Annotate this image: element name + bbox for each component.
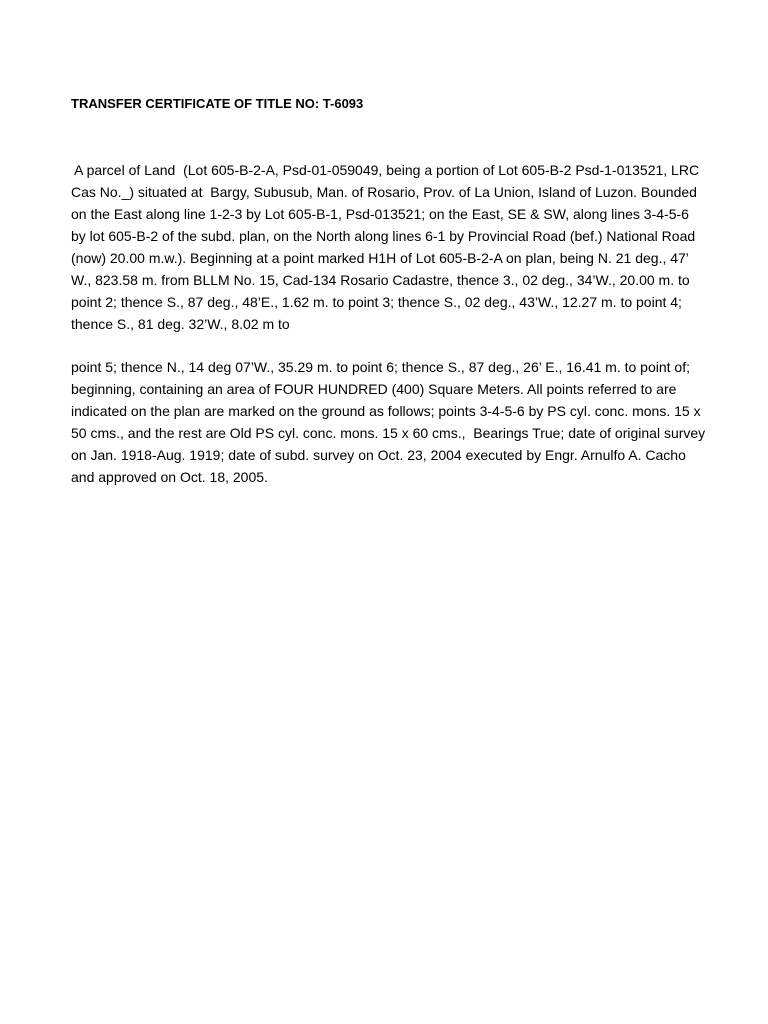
text-line: 50 cms., and the rest are Old PS cyl. conc. mons. 15 x 60 cms., Bearings True; date of original survey <box>71 425 706 441</box>
text-line: on the East along line 1-2-3 by Lot 605-B-1, Psd-013521; on the East, SE & SW, along lines 3-4-5-6 <box>71 206 689 222</box>
text-line: by lot 605-B-2 of the subd. plan, on the North along lines 6-1 by Provincial Road (bef.) National Road <box>71 228 696 244</box>
text-line: A parcel of Land (Lot 605-B-2-A, Psd-01-059049, being a portion of Lot 605-B-2 Psd-1-013521, LRC <box>71 162 700 178</box>
paragraph-2 <box>71 356 711 488</box>
text-line: beginning, containing an area of FOUR HUNDRED (400) Square Meters. All points referred to are <box>71 381 677 397</box>
text-line: point 2; thence S., 87 deg., 48’E., 1.62 m. to point 3; thence S., 02 deg., 43’W., 12.27 m. to point 4; <box>71 294 682 310</box>
text-line: (now) 20.00 m.w.). Beginning at a point marked H1H of Lot 605-B-2-A on plan, being N. 21 deg., 47’ <box>71 250 689 266</box>
text-line: indicated on the plan are marked on the ground as follows; points 3-4-5-6 by PS cyl. conc. mons. 15 x <box>71 403 701 419</box>
text-line: on Jan. 1918-Aug. 1919; date of subd. survey on Oct. 23, 2004 executed by Engr. Arnulfo A. Cacho <box>71 447 686 463</box>
paragraph-1 <box>71 159 711 335</box>
text-line: Cas No._) situated at Bargy, Subusub, Man. of Rosario, Prov. of La Union, Island of Luzon. Bounded <box>71 184 697 200</box>
text-line: W., 823.58 m. from BLLM No. 15, Cad-134 Rosario Cadastre, thence 3., 02 deg., 34’W., 20.00 m. to <box>71 272 690 288</box>
text-line: point 5; thence N., 14 deg 07’W., 35.29 m. to point 6; thence S., 87 deg., 26’ E., 16.41 m. to point of; <box>71 359 690 375</box>
text-line: thence S., 81 deg. 32’W., 8.02 m to <box>71 316 290 332</box>
document-title: TRANSFER CERTIFICATE OF TITLE NO: T-6093 <box>71 96 364 111</box>
text-line: and approved on Oct. 18, 2005. <box>71 469 268 485</box>
